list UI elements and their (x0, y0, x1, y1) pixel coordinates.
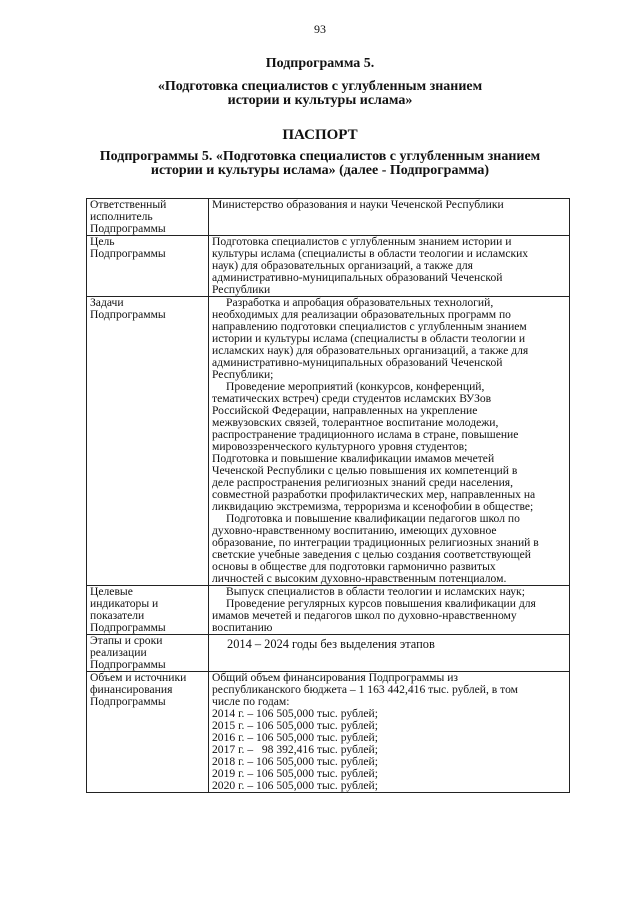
row-content (209, 672, 570, 793)
label-line: показатели (90, 609, 145, 622)
content-line: числе по годам: (212, 695, 290, 708)
row-label (87, 297, 209, 586)
label-line: Подпрограммы (90, 695, 166, 708)
content-line: духовно-нравственному воспитанию, имеющих духовное (212, 524, 497, 537)
table-row-indicators (87, 586, 570, 635)
label-line: финансирования (90, 683, 173, 696)
label-line: Подпрограммы (90, 247, 166, 260)
label-line: Ответственный (90, 198, 167, 211)
content-line: необходимых для реализации образовательных программ по (212, 308, 511, 321)
content-line: личностей с высоким духовно-нравственным потенциалом. (212, 572, 507, 585)
content-line: основы в обществе для подготовки гармонично развитых (212, 560, 496, 573)
label-line: Целевые (90, 585, 133, 598)
table-row-tasks (87, 297, 570, 586)
content-line: 2018 г. – 106 505,000 тыс. рублей; (212, 755, 378, 768)
content-line: совместной разработки профилактических мер, направленных на (212, 488, 536, 501)
label-line: индикаторы и (90, 597, 159, 610)
table-row-goal (87, 236, 570, 297)
content-line: Чеченской Республики с целью повышения их компетенций в (212, 464, 518, 477)
label-line: Задачи (90, 296, 124, 309)
label-line: Подпрограммы (90, 308, 166, 321)
table-row-financing (87, 672, 570, 793)
content-line: Подготовка специалистов с углубленным знанием истории и (212, 235, 512, 248)
content-line: воспитанию (212, 621, 273, 634)
content-line: ликвидацию экстремизма, терроризма и ксенофобии в обществе; (212, 500, 534, 513)
label-line: реализации (90, 646, 147, 659)
row-content (209, 297, 570, 586)
passport-title: ПАСПОРТ (282, 127, 358, 143)
content-line: истории и культуры ислама (специалисты в области теологии и (212, 332, 526, 345)
content-line: Республики (212, 283, 271, 296)
content-line: 2017 г. – 98 392,416 тыс. рублей; (212, 743, 378, 756)
row-label (87, 236, 209, 297)
row-content (209, 635, 570, 672)
content-line: 2015 г. – 106 505,000 тыс. рублей; (212, 719, 378, 732)
table-row-stages (87, 635, 570, 672)
row-content (209, 199, 570, 236)
label-line: Подпрограммы (90, 658, 166, 671)
passport-table (86, 198, 570, 793)
subprogram-title: Подпрограмма 5. (265, 56, 375, 71)
content-line: образование, по интеграции традиционных религиозных знаний в (212, 536, 539, 549)
content-line: культуры ислама (специалисты в области теологии и исламских (212, 247, 529, 260)
content-line: 2014 г. – 106 505,000 тыс. рублей; (212, 707, 378, 720)
row-label (87, 635, 209, 672)
row-content (209, 236, 570, 297)
table-row-executor (87, 199, 570, 236)
content-line: Проведение регулярных курсов повышения квалификации для (226, 597, 536, 610)
content-line: административно-муниципальных образований Чеченской (212, 271, 503, 284)
content-line: 2019 г. – 106 505,000 тыс. рублей; (212, 767, 378, 780)
content-line: светские учебные заведения с целью создания соответствующей (212, 548, 531, 561)
content-line: 2014 – 2024 годы без выделения этапов (227, 637, 435, 651)
subprogram-name (0, 80, 640, 108)
row-label (87, 672, 209, 793)
row-label (87, 586, 209, 635)
content-line: административно-муниципальных образований Чеченской (212, 356, 503, 369)
label-line: Подпрограммы (90, 621, 166, 634)
subprogram-name-line: «Подготовка специалистов с углубленным знанием (157, 79, 483, 94)
content-line: деле распространения религиозных знаний среди населения, (212, 476, 514, 489)
label-line: Подпрограммы (90, 222, 166, 235)
label-line: Объем и источники (90, 671, 187, 684)
page-number: 93 (314, 22, 326, 36)
row-content (209, 586, 570, 635)
content-line: Подготовка и повышение квалификации имамов мечетей (212, 452, 495, 465)
content-line: Подготовка и повышение квалификации педагогов школ по (226, 512, 520, 525)
content-line: Общий объем финансирования Подпрограммы из (212, 671, 458, 684)
content-line: межвузовских связей, толерантное воспитание молодежи, (212, 416, 499, 429)
content-line: направлению подготовки специалистов с углубленным знанием (212, 320, 527, 333)
content-line: имамов мечетей и педагогов школ по духовно-нравственному (212, 609, 517, 622)
content-line: республиканского бюджета – 1 163 442,416 тыс. рублей, в том (212, 683, 518, 696)
label-line: Этапы и сроки (90, 634, 163, 647)
content-line: Российской Федерации, направленных на укрепление (212, 404, 478, 417)
subprogram-name-line: истории и культуры ислама» (227, 93, 413, 108)
label-line: исполнитель (90, 210, 153, 223)
content-line: 2016 г. – 106 505,000 тыс. рублей; (212, 731, 378, 744)
content-line: Проведение мероприятий (конкурсов, конференций, (226, 380, 485, 393)
content-line: 2020 г. – 106 505,000 тыс. рублей; (212, 779, 378, 792)
content-line: тематических встреч) среди студентов исламских ВУЗов (212, 392, 492, 405)
content-line: наук) для образовательных организаций, а также для (212, 259, 473, 272)
content-line: исламских наук) для образовательных организаций, а также для (212, 344, 529, 357)
content-line: Министерство образования и науки Чеченской Республики (212, 198, 504, 211)
label-line: Цель (90, 235, 115, 248)
passport-subtitle-line: Подпрограммы 5. «Подготовка специалистов с углубленным знанием (99, 149, 541, 164)
content-line: Выпуск специалистов в области теологии и исламских наук; (226, 585, 525, 598)
content-line: мировоззренческого культурного уровня студентов; (212, 440, 468, 453)
content-line: распространение традиционного ислама в стране, повышение (212, 428, 519, 441)
content-line: Разработка и апробация образовательных технологий, (226, 296, 494, 309)
content-line: Республики; (212, 368, 274, 381)
passport-subtitle (0, 150, 640, 178)
passport-subtitle-line: истории и культуры ислама» (далее - Подпрограмма) (150, 163, 490, 178)
row-label (87, 199, 209, 236)
